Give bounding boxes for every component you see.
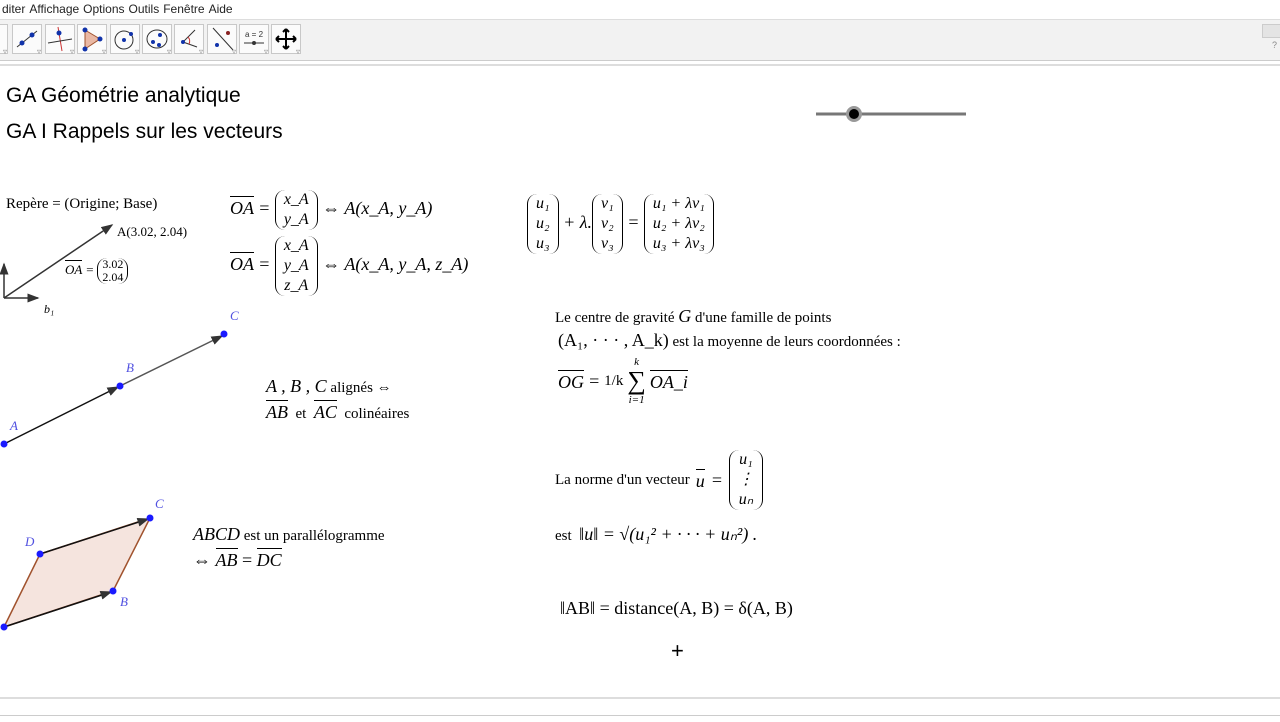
oa-value: OA = 3.02 2.04 (65, 258, 128, 284)
oa3d-lhs: OA (230, 254, 254, 275)
line-icon (13, 25, 41, 53)
u1: u₁ (536, 195, 550, 212)
page-title: GA Géométrie analytique (6, 84, 241, 107)
sigma: ∑ (627, 366, 646, 395)
parallelogram-text: est un parallélogramme (243, 528, 385, 544)
slider[interactable] (810, 104, 970, 124)
menu-options[interactable]: Options (83, 2, 125, 16)
oa2d-rhs: ⇔ A(x_A, y_A) (322, 198, 433, 219)
reflect-line-icon (208, 25, 236, 53)
u2: u₂ (536, 215, 550, 232)
v3: v₃ (601, 235, 614, 252)
oa3d-y: y_A (283, 257, 309, 274)
point-d[interactable] (37, 551, 44, 558)
ab-vec2: AB (215, 550, 238, 570)
vector-sum-formula: u₁ u₂ u₃ + λ. v₁ v₂ v₃ = u₁ + λv₁ u₂ + λv₂ u₃ + λv₃ (527, 194, 714, 254)
point-a[interactable] (1, 441, 8, 448)
norm-line1: La norme d'un vecteur u = u₁ ⋮ uₙ (555, 450, 763, 510)
ab-vec: AB (266, 402, 288, 422)
oa2d-y: y_A (283, 211, 309, 228)
slider-tool-button[interactable] (239, 24, 269, 54)
gravity-text2: est la moyenne de leurs coordonnées : (672, 334, 901, 350)
help-icon[interactable]: ? (1272, 40, 1278, 50)
menu-edit[interactable]: diter (2, 2, 26, 16)
gravity-line2 (558, 330, 901, 351)
gravity-text1: Le centre de gravité (555, 310, 675, 326)
conic-tool-button[interactable] (142, 24, 172, 54)
angle-icon (175, 25, 203, 53)
polygon-tool-button[interactable] (77, 24, 107, 54)
move-arrows-icon (272, 25, 300, 53)
oa-y: 2.04 (102, 270, 124, 284)
slider-icon (240, 25, 268, 53)
reflect-tool-button[interactable] (207, 24, 237, 54)
point-c[interactable] (221, 331, 228, 338)
og-vec: OG (558, 371, 584, 392)
line-tool-button[interactable] (12, 24, 42, 54)
r3: u₃ + λv₃ (652, 235, 705, 252)
menu-window[interactable]: Fenêtre (163, 2, 205, 16)
aligned-line1 (266, 376, 392, 397)
geometry-canvas[interactable] (0, 180, 260, 640)
et-text: et (295, 406, 307, 422)
oa3d-x: x_A (283, 237, 309, 254)
u-vec: u (695, 470, 705, 491)
oa3d-z: z_A (284, 277, 309, 294)
point-b2[interactable] (110, 588, 117, 595)
menu-tools[interactable]: Outils (128, 2, 160, 16)
gravity-line1 (555, 306, 831, 327)
r2: u₂ + λv₂ (652, 215, 705, 232)
menu-view[interactable]: Affichage (29, 2, 80, 16)
oa3d-rhs: ⇔ A(x_A, y_A, z_A) (322, 254, 469, 275)
dc-vec: DC (256, 550, 282, 570)
label-a: A (10, 418, 18, 433)
slider-icon-label: a = 2 (245, 30, 264, 39)
angle-tool-button[interactable] (174, 24, 204, 54)
toggle-panel-button[interactable] (1262, 24, 1280, 38)
perpendicular-tool-button[interactable] (45, 24, 75, 54)
menu-help[interactable]: Aide (208, 2, 233, 16)
norm-line2 (555, 524, 757, 545)
polygon-icon (78, 25, 106, 53)
vector-ab (4, 387, 118, 444)
oa-2d-formula: OA = x_A y_A ⇔ A(x_A, y_A) (230, 191, 433, 228)
page-subtitle: GA I Rappels sur les vecteurs (6, 120, 283, 143)
abcd: ABCD (193, 524, 240, 544)
ndots: ⋮ (737, 471, 754, 488)
oa-x: 3.02 (102, 257, 124, 271)
oa2d-lhs: OA (230, 198, 254, 219)
aligned-text: alignés ⇔ (330, 380, 392, 396)
v1: v₁ (601, 195, 614, 212)
circle-icon (111, 25, 139, 53)
oa-3d-formula: OA = x_A y_A z_A ⇔ A(x_A, y_A, z_A) (230, 237, 469, 294)
point-a2[interactable] (1, 624, 8, 631)
r1: u₁ + λv₁ (652, 195, 705, 212)
toolbar (0, 19, 1280, 61)
gravity-text1b: d'une famille de points (695, 310, 832, 326)
oai-vec: OA_i (649, 371, 688, 392)
aligned-line2 (266, 402, 409, 423)
label-d: D (25, 534, 35, 549)
move-view-tool-button[interactable] (271, 24, 301, 54)
nu1: u₁ (739, 451, 753, 468)
gravity-formula: OG = 1/k k ∑ i=1 OA_i (558, 356, 688, 406)
parallelogram-line2 (193, 550, 282, 571)
repere-label: Repère = (Origine; Base) (6, 196, 158, 212)
move-tool-button[interactable] (0, 24, 8, 54)
perpendicular-icon (46, 25, 74, 53)
sum-top: k (634, 356, 640, 368)
norm-formula: ‖u‖ = √(u₁² + · · · + uₙ²) . (579, 524, 758, 544)
ellipse-icon (143, 25, 171, 53)
aligned-points: A , B , C (266, 376, 327, 396)
vector-bc (120, 336, 222, 386)
equiv: ⇔ (193, 550, 211, 570)
sum-op: + λ. (563, 212, 593, 233)
frac: 1/k (604, 372, 624, 389)
crosshair-cursor: + (671, 638, 684, 663)
separator (0, 64, 1280, 66)
menu-bar (0, 0, 1280, 19)
oa2d-x: x_A (283, 191, 309, 208)
ac-vec: AC (313, 402, 337, 422)
point-b[interactable] (117, 383, 124, 390)
parallelogram-line1 (193, 524, 385, 545)
eq: = (242, 550, 253, 570)
input-bar[interactable] (0, 697, 1280, 722)
nun: uₙ (738, 491, 754, 508)
u3: u₃ (536, 235, 550, 252)
family: (A₁, · · · , A_k) (558, 330, 669, 350)
norm-text: La norme d'un vecteur (555, 471, 690, 488)
label-b: B (126, 360, 134, 375)
label-b2: B (120, 594, 128, 609)
b1-label: b₁ (44, 302, 55, 316)
circle-tool-button[interactable] (110, 24, 140, 54)
est-text: est (555, 528, 572, 544)
colinear-text: colinéaires (344, 406, 410, 422)
distance-formula: ‖AB‖ = distance(A, B) = δ(A, B) (560, 598, 793, 618)
v2: v₂ (601, 215, 614, 232)
point-c2[interactable] (147, 515, 154, 522)
sum-bot: i=1 (628, 394, 645, 406)
label-c: C (230, 308, 239, 323)
point-a-coords: A(3.02, 2.04) (117, 224, 188, 239)
oa-vec: OA (65, 261, 83, 277)
label-c2: C (155, 496, 164, 511)
g-symbol: G (678, 306, 692, 326)
